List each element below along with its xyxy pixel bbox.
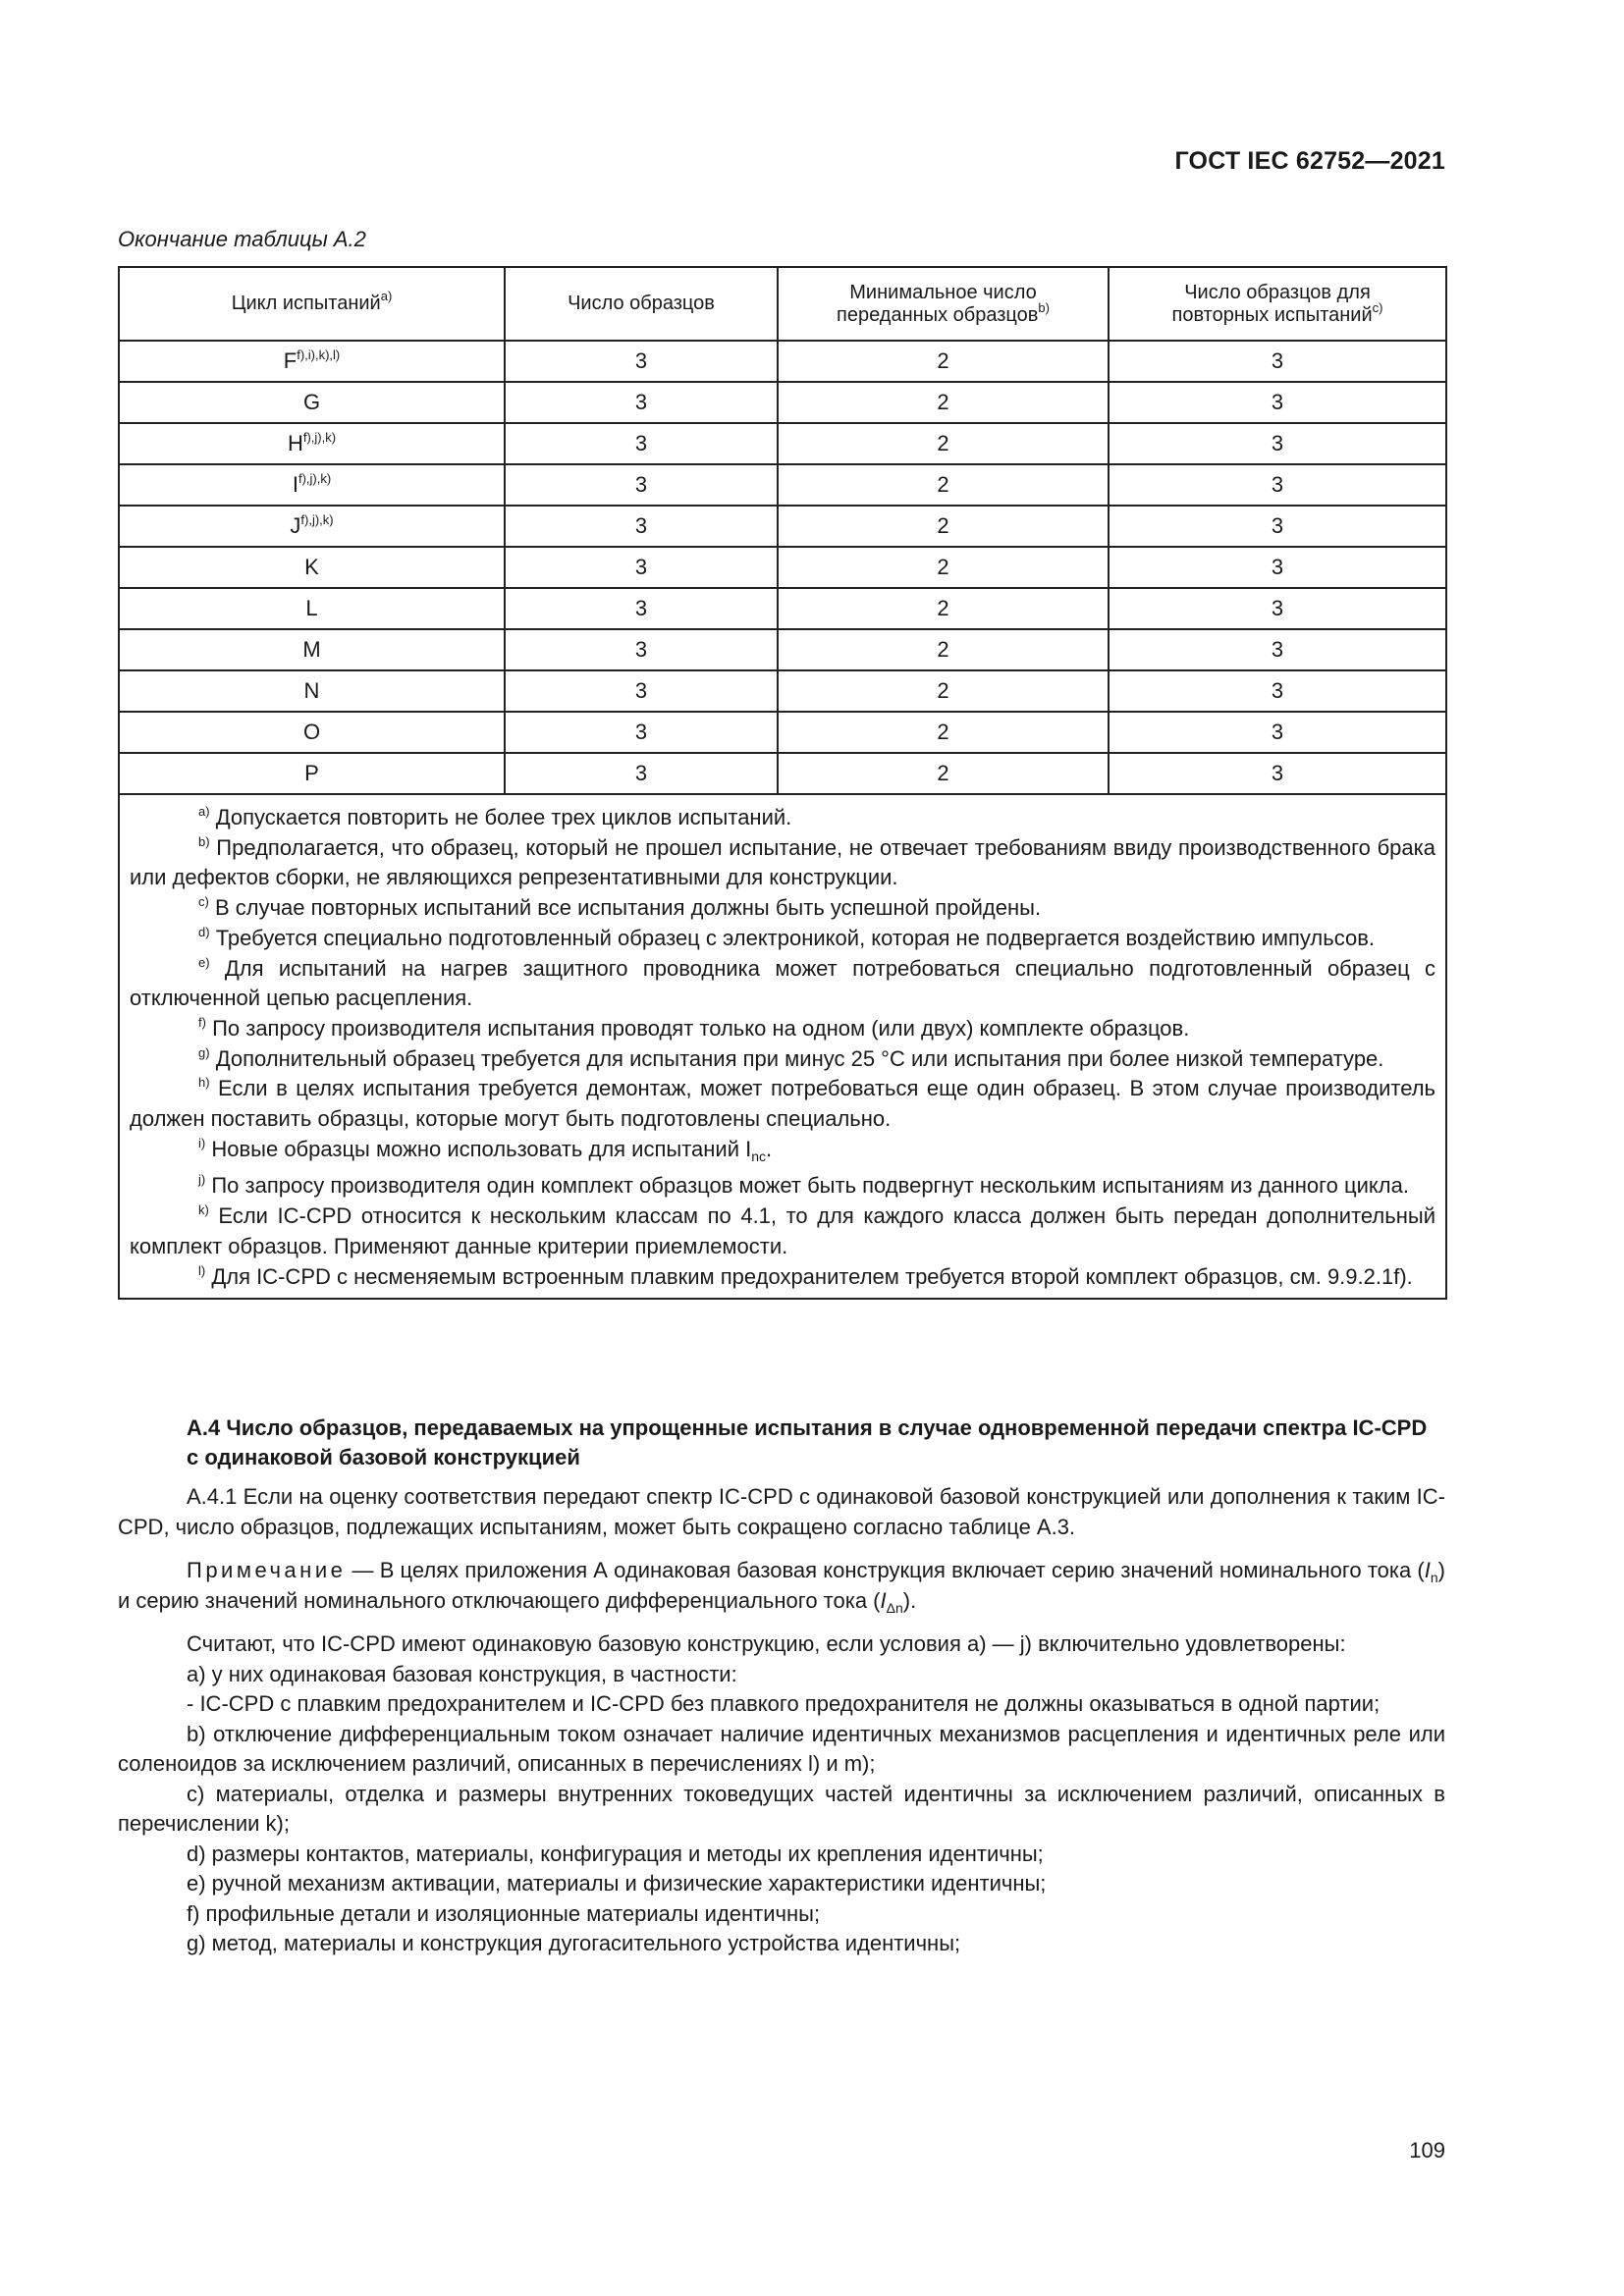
cycle-cell: G [119,382,505,423]
list-item: f) профильные детали и изоляционные материалы идентичны; [187,1900,821,1926]
min-cell: 2 [778,670,1109,712]
cycle-cell: N [119,670,505,712]
table-row [119,464,1446,506]
footnote: $^{g)}$ Дополнительный образец требуется для испытания при минус 25 °С или испытания при более низкой температуре. [198,1044,1384,1071]
repeat-cell: 3 [1109,382,1446,423]
col-header-repeat-samples: Число образцов для повторных испытаний$^{c)}$ [1109,267,1446,341]
footnotes-cell [119,794,1446,1299]
list-item: e) ручной механизм активации, материалы и физические характеристики идентичны; [187,1871,1047,1896]
samples-cell: 3 [505,506,778,547]
footnote: $^{b)}$ Предполагается, что образец, который не прошел испытание, не отвечает требованиям ввиду производственного брака или дефектов сборки, не являющихся репрезентативными для конструкции. [130,833,1435,890]
min-cell: 2 [778,547,1109,588]
cycle-cell: L [119,588,505,629]
col-header-samples: Число образцов [505,267,778,341]
list-item: d) размеры контактов, материалы, конфигурация и методы их крепления идентичны; [187,1841,1044,1866]
samples-cell: 3 [505,382,778,423]
min-cell: 2 [778,712,1109,753]
footnote: $^{e)}$ Для испытаний на нагрев защитного проводника может потребоваться специально подготовленный образец с отключенной цепью расцепления. [130,954,1435,1011]
footnote: $^{h)}$ Если в целях испытания требуется демонтаж, может потребоваться еще один образец. В этом случае производитель должен поставить образцы, которые могут быть подготовлены специально. [130,1075,1435,1132]
footnote: $^{i)}$ Новые образцы можно использовать для испытаний $I_{nc}$. [198,1135,773,1164]
min-cell: 2 [778,753,1109,794]
footnote: $^{c)}$ В случае повторных испытаний все испытания должны быть успешной пройдены. [198,894,1042,921]
repeat-cell: 3 [1109,464,1446,506]
samples-cell: 3 [505,753,778,794]
table-row [119,629,1446,670]
section-heading: А.4 Число образцов, передаваемых на упрощенные испытания в случае одновременной передачи спектра IC-CPD с одинаковой базовой конструкцией [187,1415,1428,1469]
samples-cell: 3 [505,670,778,712]
repeat-cell: 3 [1109,629,1446,670]
table-row [119,753,1446,794]
samples-table [118,266,1447,1300]
min-cell: 2 [778,423,1109,464]
min-cell: 2 [778,464,1109,506]
cycle-cell: K [119,547,505,588]
table-caption: Окончание таблицы А.2 [118,227,366,251]
min-cell: 2 [778,629,1109,670]
samples-cell: 3 [505,588,778,629]
cycle-cell: $H^{f),j),k)}$ [119,423,505,464]
repeat-cell: 3 [1109,712,1446,753]
table-row [119,423,1446,464]
col-header-min-samples: Минимальное число переданных образцов$^{b)}$ [778,267,1109,341]
paragraph: Считают, что IC-CPD имеют одинаковую базовую конструкцию, если условия a) — j) включительно удовлетворены: [187,1631,1346,1656]
col-header-cycle: Цикл испытаний$^{a)}$ [119,267,505,341]
table-row [119,547,1446,588]
cycle-cell: O [119,712,505,753]
cycle-cell: M [119,629,505,670]
samples-cell: 3 [505,341,778,382]
min-cell: 2 [778,506,1109,547]
min-cell: 2 [778,341,1109,382]
section-body [118,1482,1445,1959]
table-row [119,506,1446,547]
table-row [119,382,1446,423]
samples-cell: 3 [505,423,778,464]
note-paragraph: Примечание — В целях приложения А одинаковая базовая конструкция включает серию значений номинального тока $(I_n)$ и серию значений номинального отключающего дифференциального тока $(I_{\Delta n})$. [118,1558,1445,1616]
table-row [119,588,1446,629]
repeat-cell: 3 [1109,670,1446,712]
list-item: b) отключение дифференциальным током означает наличие идентичных механизмов расцепления и идентичных реле или соленоидов за исключением различий, описанных в перечислениях l) и m); [118,1721,1445,1776]
cycle-cell: $I^{f),j),k)}$ [119,464,505,506]
repeat-cell: 3 [1109,506,1446,547]
cycle-cell: P [119,753,505,794]
list-item: - IC-CPD с плавким предохранителем и IC-CPD без плавкого предохранителя не должны оказываться в одной партии; [187,1691,1380,1716]
repeat-cell: 3 [1109,588,1446,629]
footnote: $^{a)}$ Допускается повторить не более трех циклов испытаний. [198,804,792,829]
samples-cell: 3 [505,712,778,753]
samples-cell: 3 [505,464,778,506]
samples-cell: 3 [505,629,778,670]
table-row [119,670,1446,712]
table-row [119,341,1446,382]
samples-cell: 3 [505,547,778,588]
min-cell: 2 [778,382,1109,423]
footnote: $^{j)}$ По запросу производителя один комплект образцов может быть подвергнут нескольким испытаниям из данного цикла. [198,1172,1409,1199]
page-number: 109 [1409,2138,1445,2163]
min-cell: 2 [778,588,1109,629]
footnote: $^{f)}$ По запросу производителя испытания проводят только на одном (или двух) комплекте образцов. [198,1014,1190,1041]
cycle-cell: $F^{f),i),k),l)}$ [119,341,505,382]
repeat-cell: 3 [1109,341,1446,382]
paragraph: А.4.1 Если на оценку соответствия передают спектр IC-CPD с одинаковой базовой конструкцией или дополнения к таким IC-CPD, число образцов, подлежащих испытаниям, может быть сокращено согласно таблице А.3. [118,1484,1445,1539]
cycle-cell: $J^{f),j),k)}$ [119,506,505,547]
table-row [119,712,1446,753]
repeat-cell: 3 [1109,753,1446,794]
list-item: g) метод, материалы и конструкция дугогасительного устройства идентичны; [187,1931,961,1955]
footnotes-row [119,794,1446,1299]
footnote: $^{k)}$ Если IC-CPD относится к нескольким классам по 4.1, то для каждого класса должен быть передан дополнительный комплект образцов. Применяют данные критерии приемлемости. [130,1202,1435,1258]
standard-header: ГОСТ IEC 62752—2021 [1174,147,1445,175]
repeat-cell: 3 [1109,547,1446,588]
list-item: a) у них одинаковая базовая конструкция, в частности: [187,1661,737,1686]
list-item: c) материалы, отделка и размеры внутренних токоведущих частей идентичны за исключением различий, описанных в перечислении k); [118,1781,1445,1836]
footnote: $^{d)}$ Требуется специально подготовленный образец с электроникой, которая не подвергается воздействию импульсов. [198,924,1376,950]
repeat-cell: 3 [1109,423,1446,464]
footnote: $^{l)}$ Для IC-CPD с несменяемым встроенным плавким предохранителем требуется второй комплект образцов, см. 9.9.2.1f). [198,1262,1413,1289]
table-header-row [119,267,1446,341]
